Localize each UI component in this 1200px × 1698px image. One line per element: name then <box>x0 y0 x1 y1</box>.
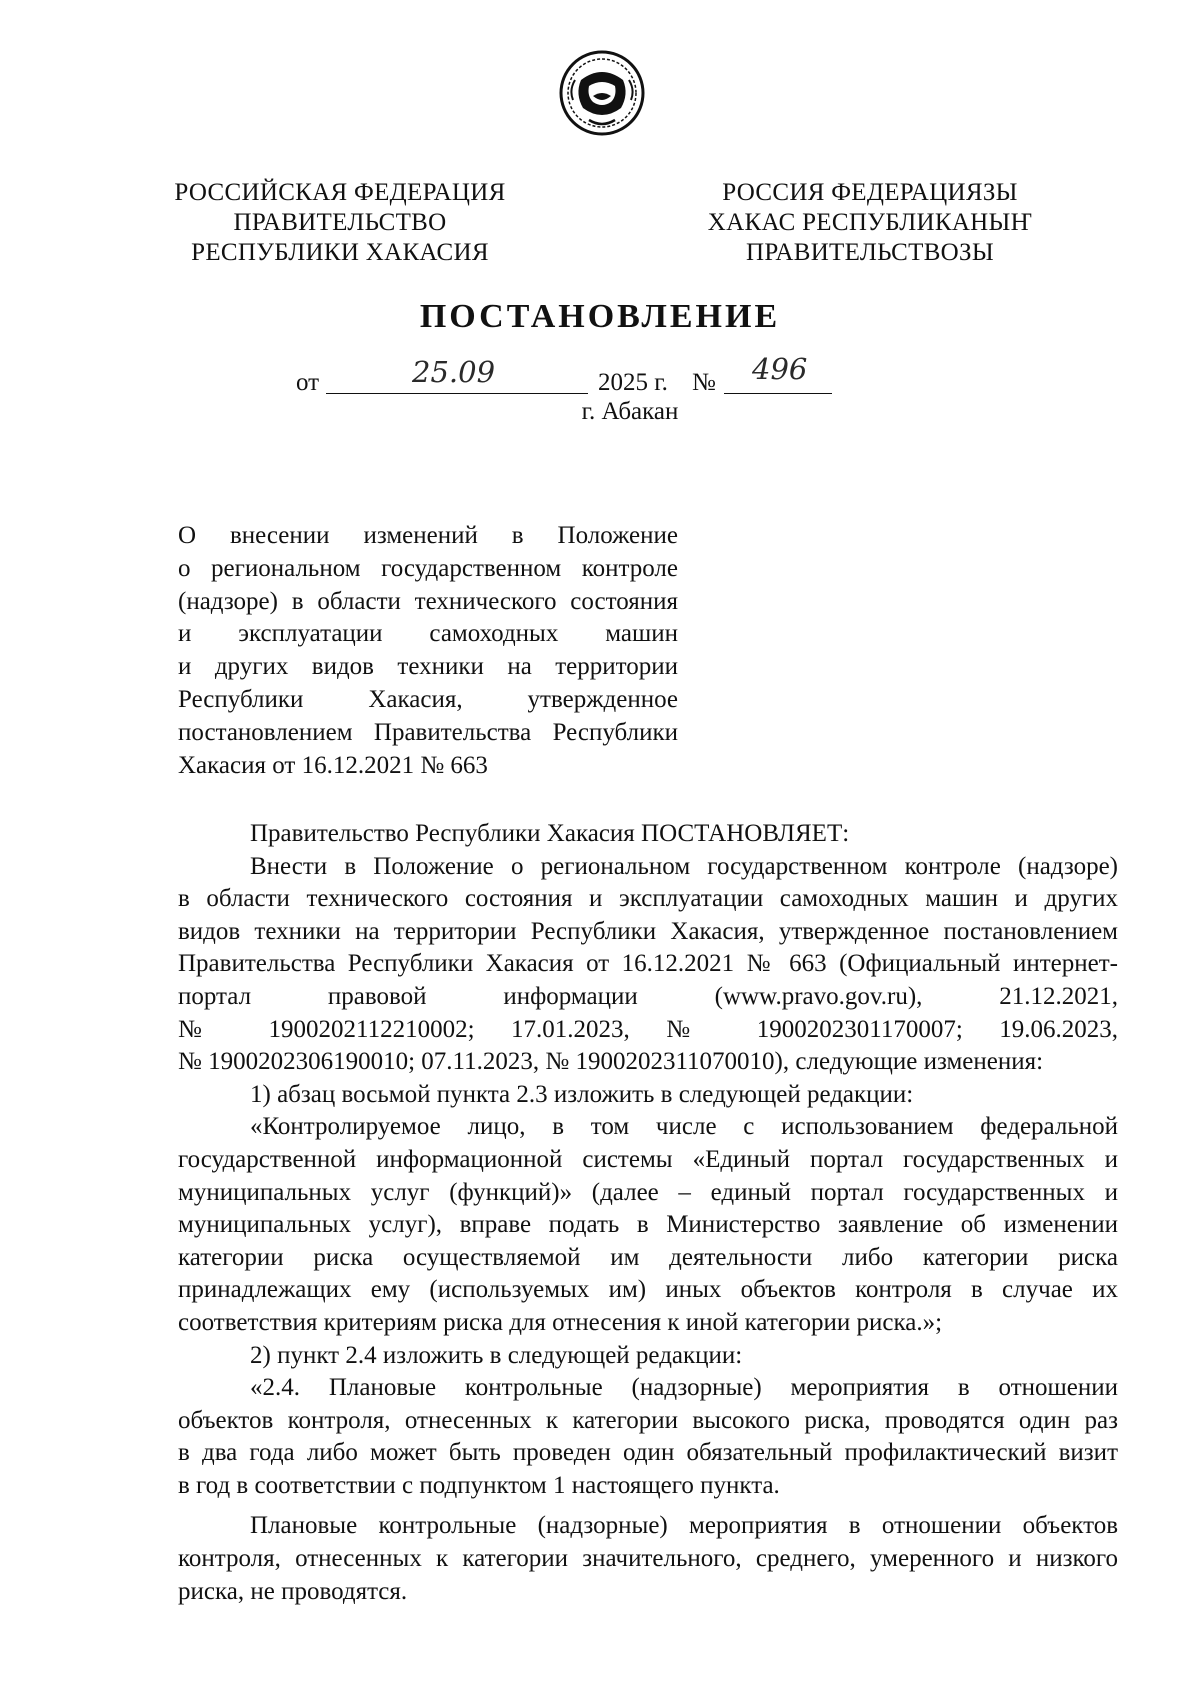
header-line: ПРАВИТЕЛЬСТВО <box>233 209 447 236</box>
body-line: Плановые контрольные (надзорные) мероприятия в отношении объектов <box>250 1512 1118 1540</box>
subject-line: и других видов техники на территории <box>178 653 678 681</box>
coat-of-arms-emblem <box>559 50 645 136</box>
body-line: Правительство Республики Хакасия ПОСТАНОВЛЯЕТ: <box>250 820 850 847</box>
number-underline <box>724 393 832 394</box>
body-line: муниципальных услуг), вправе подать в Министерство заявление об изменении <box>178 1211 1118 1239</box>
handwritten-number: 496 <box>752 352 808 386</box>
body-line: № 1900202306190010; 07.11.2023, № 1900202311070010), следующие изменения: <box>178 1048 1044 1076</box>
subject-line: и эксплуатации самоходных машин <box>178 620 678 648</box>
paragraph-gap <box>178 1502 1118 1510</box>
body-line: «Контролируемое лицо, в том числе с использованием федеральной <box>250 1113 1118 1141</box>
document-body <box>178 818 1118 1608</box>
body-line: принадлежащих ему (используемых им) иных объектов контроля в случае их <box>178 1276 1118 1304</box>
document-subject <box>178 520 678 782</box>
subject-line: Республики Хакасия, утвержденное <box>178 685 678 713</box>
body-line: «2.4. Плановые контрольные (надзорные) мероприятия в отношении <box>250 1374 1118 1402</box>
body-line: видов техники на территории Республики Хакасия, утвержденное постановлением <box>178 917 1118 945</box>
city-label: г. Абакан <box>581 398 679 425</box>
header-line: РОССИЙСКАЯ ФЕДЕРАЦИЯ <box>174 179 506 206</box>
body-line: риска, не проводятся. <box>178 1577 408 1605</box>
document-title: ПОСТАНОВЛЕНИЕ <box>419 298 781 335</box>
body-line: государственной информационной системы «Единый портал государственных и <box>178 1145 1118 1173</box>
header-right-khakas <box>700 178 1040 268</box>
body-line: 1) абзац восьмой пункта 2.3 изложить в следующей редакции: <box>250 1080 914 1108</box>
body-line: соответствия критериям риска для отнесения к иной категории риска.»; <box>178 1308 943 1336</box>
subject-line: О внесении изменений в Положение <box>178 522 678 549</box>
header-left-russian <box>170 178 510 268</box>
body-line: в области технического состояния и эксплуатации самоходных машин и других <box>178 885 1118 913</box>
handwritten-date: 25.09 <box>412 355 496 389</box>
body-line: категории риска осуществляемой им деятельности либо категории риска <box>178 1243 1118 1271</box>
subject-line: постановлением Правительства Республики <box>178 718 678 746</box>
body-line: в год в соответствии с подпунктом 1 настоящего пункта. <box>178 1471 780 1499</box>
header-line: ХАКАС РЕСПУБЛИКАНЫҤ <box>707 209 1033 236</box>
body-line: контроля, отнесенных к категории значительного, среднего, умеренного и низкого <box>178 1545 1118 1573</box>
body-line: в два года либо может быть проведен один обязательный профилактический визит <box>178 1439 1118 1467</box>
year-label: 2025 г. <box>598 369 668 396</box>
body-line: объектов контроля, отнесенных к категории высокого риска, проводятся один раз <box>178 1406 1118 1434</box>
header-line: РОССИЯ ФЕДЕРАЦИЯЗЫ <box>722 179 1018 206</box>
number-prefix: № <box>692 369 716 396</box>
body-line: 2) пункт 2.4 изложить в следующей редакции: <box>250 1341 743 1369</box>
date-underline <box>326 393 588 394</box>
subject-line: Хакасия от 16.12.2021 № 663 <box>178 751 488 779</box>
body-line: муниципальных услуг (функций)» (далее – единый портал государственных и <box>178 1178 1118 1206</box>
header-line: РЕСПУБЛИКИ ХАКАСИЯ <box>191 239 489 266</box>
header-line: ПРАВИТЕЛЬСТВОЗЫ <box>746 239 994 266</box>
body-line: портал правовой информации (www.pravo.gov.ru), 21.12.2021, <box>178 982 1118 1010</box>
body-line: № 1900202112210002; 17.01.2023, № 1900202301170007; 19.06.2023, <box>178 1015 1118 1043</box>
subject-line: (надзоре) в области технического состояния <box>178 587 678 615</box>
date-prefix: от <box>296 369 320 396</box>
subject-line: о региональном государственном контроле <box>178 554 678 582</box>
body-line: Правительства Республики Хакасия от 16.12.2021 № 663 (Официальный интернет- <box>178 950 1118 978</box>
body-line: Внести в Положение о региональном государственном контроле (надзоре) <box>250 852 1118 880</box>
